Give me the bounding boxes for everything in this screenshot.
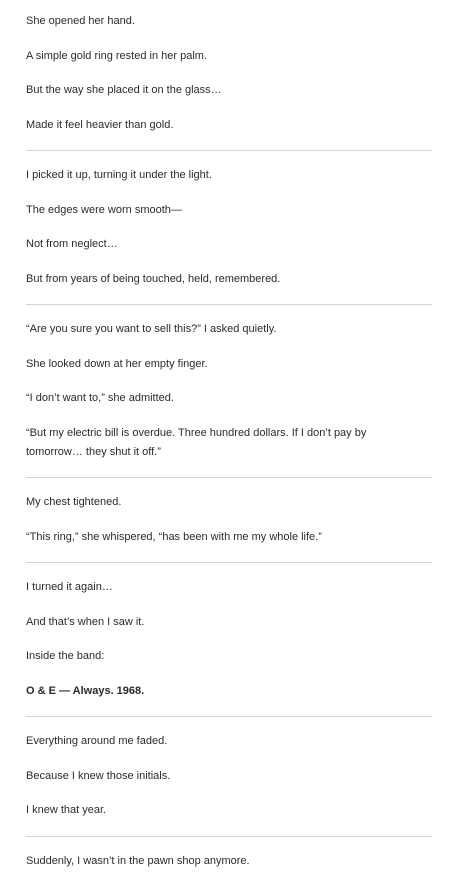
- story-paragraph: I turned it again…: [26, 581, 113, 593]
- story-paragraph: Because I knew those initials.: [26, 769, 171, 782]
- section-divider: [26, 150, 432, 151]
- story-section: [26, 732, 454, 820]
- section-divider: [26, 562, 432, 563]
- section-divider: [26, 716, 432, 717]
- section-divider: [26, 477, 432, 478]
- section-divider: [26, 304, 432, 305]
- story-paragraph: “This ring,” she whispered, “has been with me my whole life.”: [26, 530, 322, 543]
- section-divider: [26, 836, 432, 837]
- story-paragraph: “But my electric bill is overdue. Three hundred dollars. If I don’t pay by tomorrow… they shut it off.”: [26, 426, 367, 458]
- story-section: [26, 493, 454, 547]
- story-paragraph: “I don’t want to,” she admitted.: [26, 392, 174, 404]
- story-paragraph: The edges were worn smooth—: [26, 203, 182, 216]
- story-paragraph: Not from neglect…: [26, 238, 118, 250]
- story-section: [26, 12, 454, 135]
- story-paragraph: A simple gold ring rested in her palm.: [26, 49, 207, 62]
- story-section: [26, 166, 454, 289]
- story-paragraph: She opened her hand.: [26, 15, 135, 27]
- story-section: [26, 578, 454, 701]
- story-paragraph: Made it feel heavier than gold.: [26, 118, 174, 131]
- ring-inscription: O & E — Always. 1968.: [26, 684, 145, 697]
- story-section: [26, 852, 454, 871]
- story-paragraph: Everything around me faded.: [26, 735, 168, 747]
- story-paragraph: She looked down at her empty finger.: [26, 357, 208, 370]
- story-paragraph: My chest tightened.: [26, 496, 122, 508]
- story-paragraph: But the way she placed it on the glass…: [26, 84, 222, 96]
- story-paragraph: Suddenly, I wasn’t in the pawn shop anymore.: [26, 854, 250, 867]
- story-paragraph: I knew that year.: [26, 804, 107, 816]
- story-paragraph: And that’s when I saw it.: [26, 615, 145, 628]
- story-paragraph: I picked it up, turning it under the light.: [26, 169, 212, 181]
- story-paragraph: But from years of being touched, held, remembered.: [26, 272, 281, 285]
- story-paragraph: “Are you sure you want to sell this?” I asked quietly.: [26, 323, 277, 335]
- story-paragraph: Inside the band:: [26, 650, 105, 662]
- story-section: [26, 320, 454, 462]
